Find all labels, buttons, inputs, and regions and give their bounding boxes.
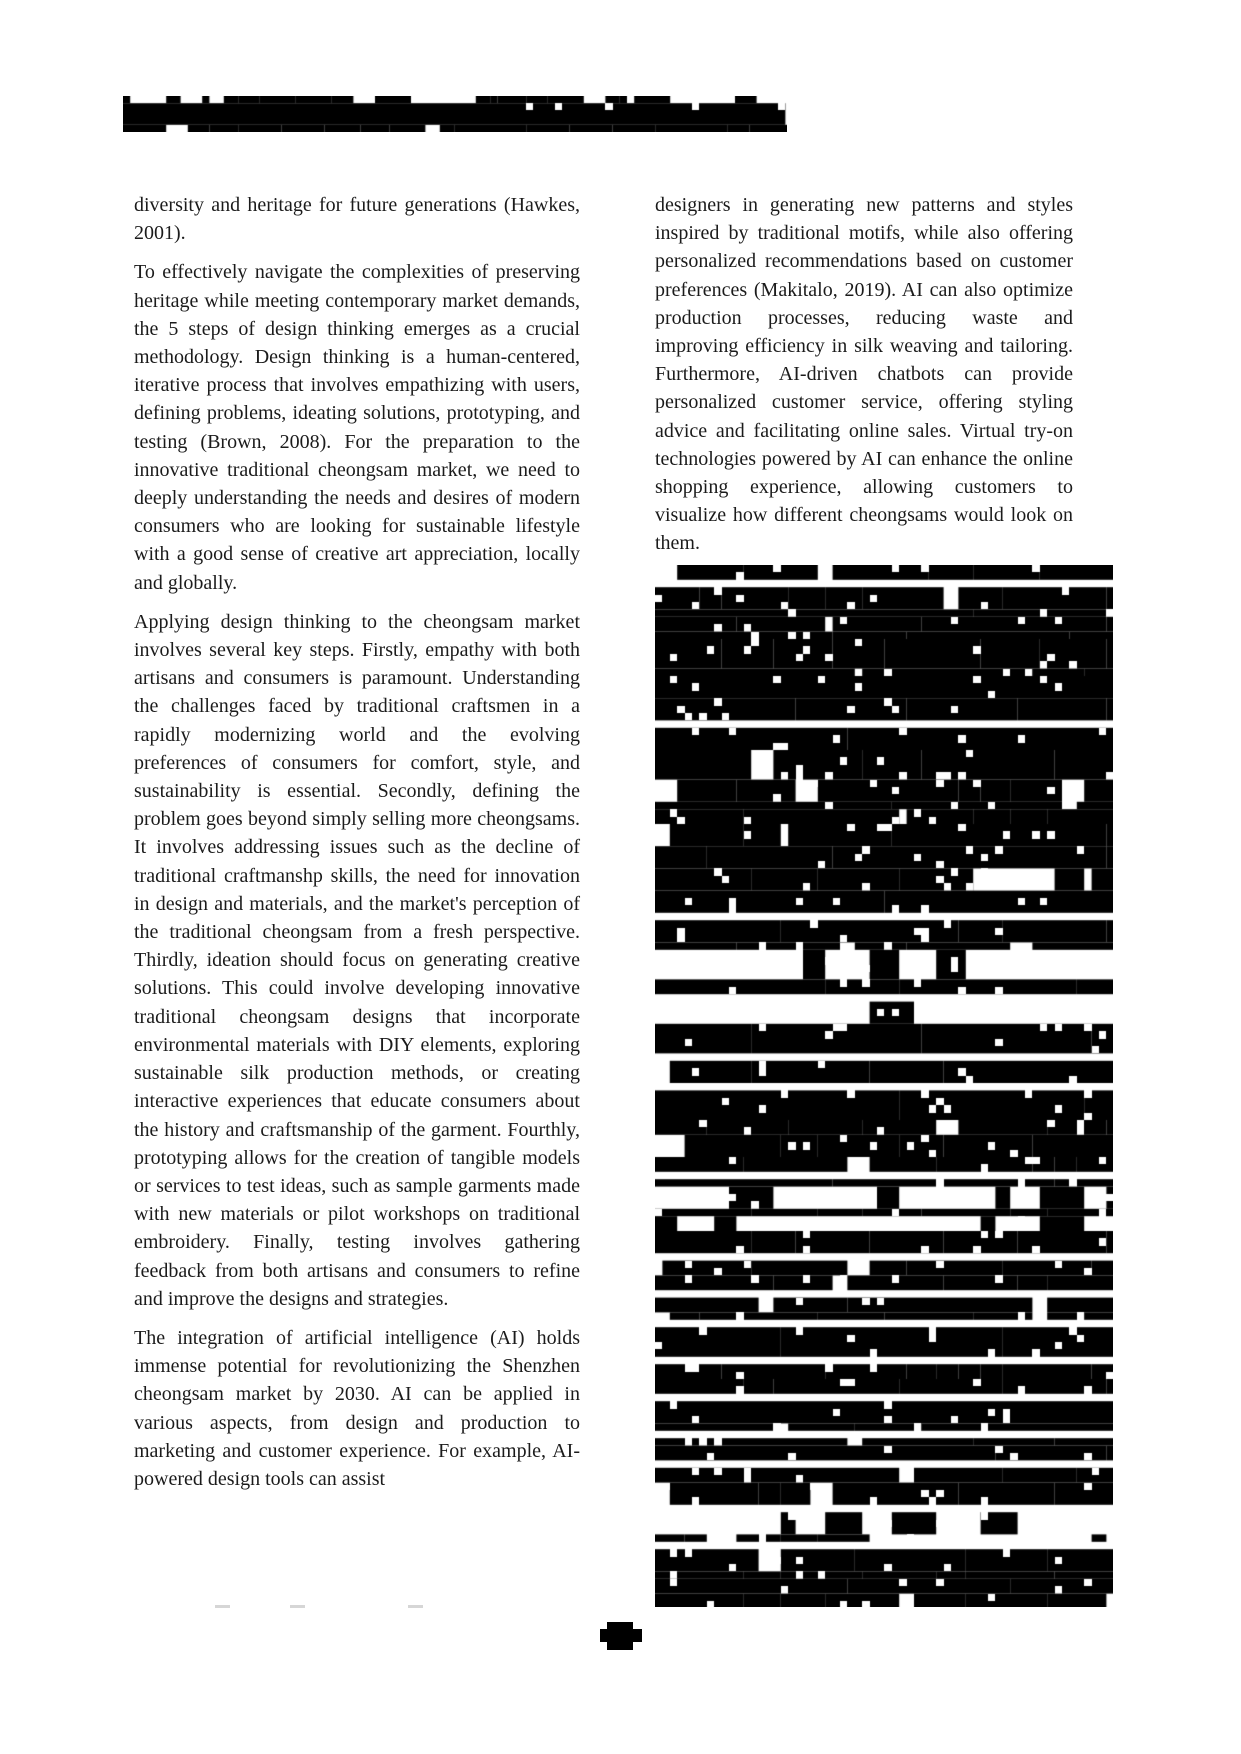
redacted-title-block <box>123 96 787 132</box>
paragraph: designers in generating new patterns and styles inspired by traditional motifs, while also offering personalized recommendations based on customer preferences (Makitalo, 2019). AI can also optimize production processes, reducing waste and improving efficiency in silk weaving and tailoring. Furthermore, AI-driven chatbots can provide personalized customer service, offering styling advice and facilitating online sales. Virtual try-on technologies powered by AI can enhance the online shopping experience, allowing customers to visualize how different cheongsams would look on them. <box>655 194 1073 555</box>
faint-underline-mark <box>408 1605 423 1608</box>
paragraph: To effectively navigate the complexities of preserving heritage while meeting contemporary market demands, the 5 steps of design thinking emerges as a crucial methodology. Design thinking is a human-centered, iterative process that involves empathizing with users, defining problems, ideating solutions, prototyping, and testing (Brown, 2008). For the preparation to the innovative traditional cheongsam market, we need to deeply understanding the needs and desires of modern consumers who are looking for sustainable lifestyle with a good sense of creative art appreciation, locally and globally. <box>134 261 580 594</box>
left-column <box>134 191 580 1504</box>
redaction-bar <box>607 1622 633 1650</box>
paragraph: diversity and heritage for future generations (Hawkes, 2001). <box>134 194 580 245</box>
redacted-figure-block <box>655 565 1113 1607</box>
faint-underline-mark <box>290 1605 305 1608</box>
paragraph: Applying design thinking to the cheongsam market involves several key steps. Firstly, empathy with both artisans and consumers is paramount. Understanding the challenges faced by traditional craftsmen in a rapidly modernizing world and the evolving preferences of consumers for comfort, style, and sustainability is essential. Secondly, defining the problem goes beyond simply selling more cheongsams. It involves addressing issues such as the decline of traditional craftmanshp skills, the need for innovation in design and materials, and the market's perception of the traditional cheongsam from a fresh perspective. Thirdly, ideation should focus on generating creative solutions. This could involve developing innovative traditional cheongsam designs that incorporate environmental materials with DIY elements, exploring sustainable silk production methods, or creating interactive experiences that educate consumers about the history and craftsmanship of the garment. Fourthly, prototyping allows for the creation of tangible models or services to test ideas, such as sample garments made with new materials or pilot workshops on traditional embroidery. Finally, testing involves gathering feedback from both artisans and consumers to refine and improve the designs and strategies. <box>134 610 580 1310</box>
redacted-page-number <box>600 1622 642 1650</box>
right-column <box>655 191 1073 569</box>
paragraph: The integration of artificial intelligence (AI) holds immense potential for revolutionizing the Shenzhen cheongsam market by 2030. AI can be applied in various aspects, from design and production to marketing and customer experience. For example, AI-powered design tools can assist <box>134 1326 580 1490</box>
faint-underline-mark <box>215 1605 230 1608</box>
